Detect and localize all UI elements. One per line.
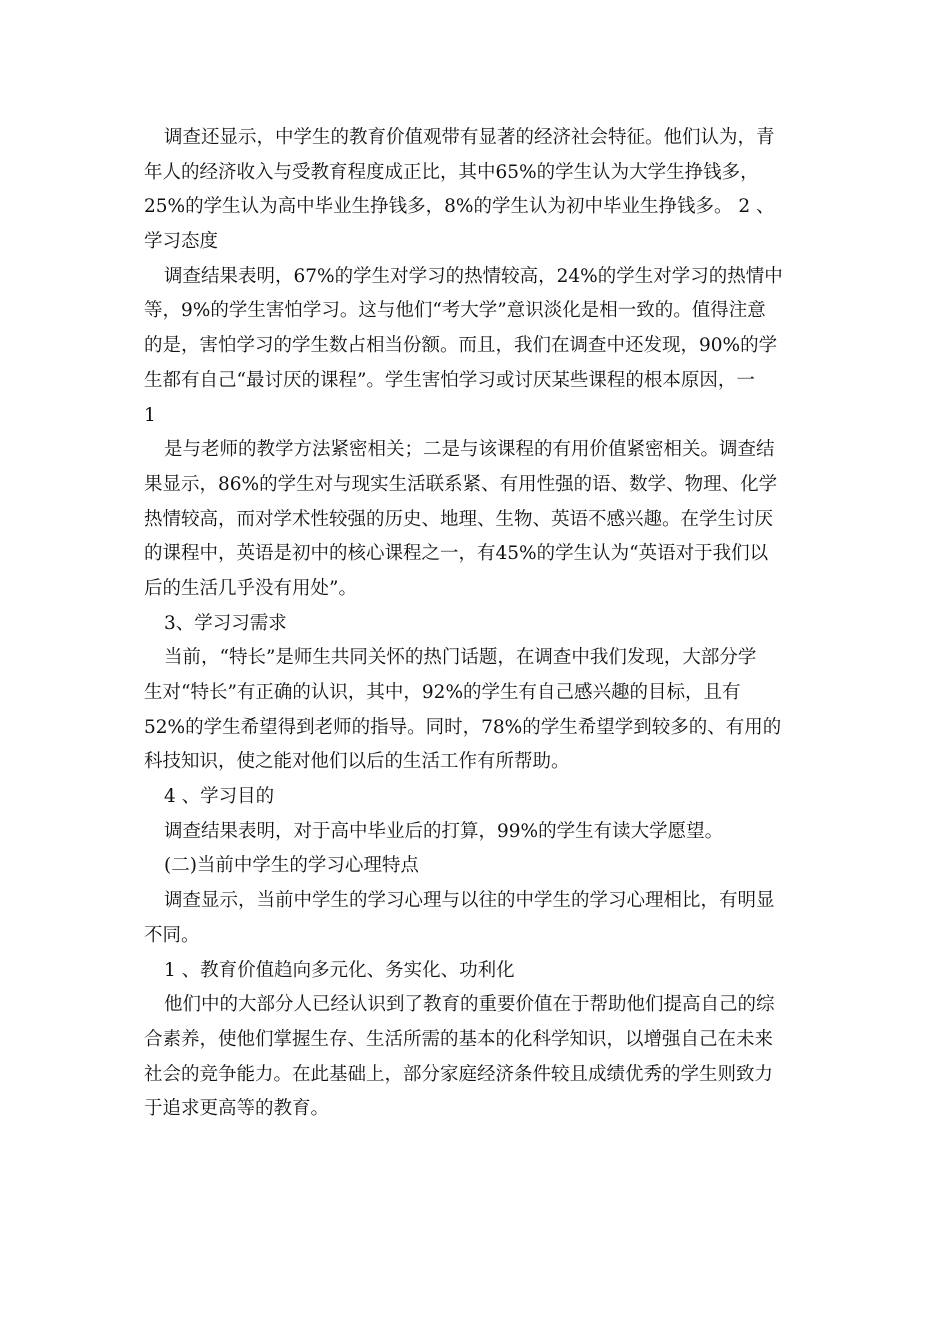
text-line: 等，9%的学生害怕学习。这与他们“考大学”意识淡化是相一致的。值得注意: [144, 300, 766, 322]
text-line: 调查显示，当前中学生的学习心理与以往的中学生的学习心理相比，有明显: [164, 890, 775, 912]
section-heading: 1 、教育价值趋向多元化、务实化、功利化: [164, 959, 515, 981]
text-line: 是与老师的教学方法紧密相关；二是与该课程的有用价值紧密相关。调查结: [164, 439, 775, 461]
text-line: 调查还显示，中学生的教育价值观带有显著的经济社会特征。他们认为，青: [164, 127, 775, 148]
text-line: 生对“特长”有正确的认识，其中，92%的学生有自己感兴趣的目标，且有: [144, 682, 741, 703]
text-line: 1: [144, 404, 156, 426]
text-line: 后的生活几乎没有用处”。: [144, 577, 357, 599]
text-line: 热情较高，而对学术性较强的历史、地理、生物、英语不感兴趣。在学生讨厌: [144, 508, 774, 530]
text-line: 他们中的大部分人已经认识到了教育的重要价值在于帮助他们提高自己的综: [164, 994, 775, 1016]
section-heading: (二)当前中学生的学习心理特点: [164, 855, 419, 877]
text-line: 52%的学生希望得到老师的指导。同时，78%的学生希望学到较多的、有用的: [144, 716, 782, 738]
text-line: 不同。: [144, 924, 200, 946]
text-line: 的课程中，英语是初中的核心课程之一，有45%的学生认为“英语对于我们以: [144, 543, 769, 565]
text-line: 学习态度: [144, 231, 219, 253]
section-heading: 4 、学习目的: [164, 786, 275, 808]
text-line: 调查结果表明，67%的学生对学习的热情较高，24%的学生对学习的热情中: [164, 265, 783, 287]
text-line: 25%的学生认为高中毕业生挣钱多，8%的学生认为初中毕业生挣钱多。 2 、: [144, 196, 775, 218]
text-line: 生都有自己“最讨厌的课程”。学生害怕学习或讨厌某些课程的根本原因，一: [144, 369, 755, 391]
text-line: 合素养，使他们掌握生存、生活所需的基本的化科学知识，以增强自己在未来: [144, 1028, 774, 1050]
text-line: 科技知识，使之能对他们以后的生活工作有所帮助。: [144, 751, 570, 773]
text-line: 的是，害怕学习的学生数占相当份额。而且，我们在调查中还发现，90%的学: [144, 335, 778, 357]
text-line: 当前，“特长”是师生共同关怀的热门话题，在调查中我们发现，大部分学: [164, 647, 757, 669]
section-heading: 3、学习习需求: [164, 612, 287, 634]
text-line: 年人的经济收入与受教育程度成正比，其中65%的学生认为大学生挣钱多，: [144, 161, 759, 183]
text-line: 调查结果表明，对于高中毕业后的打算，99%的学生有读大学愿望。: [164, 820, 724, 842]
text-line: 社会的竞争能力。在此基础上，部分家庭经济条件较且成绩优秀的学生则致力: [144, 1063, 774, 1085]
text-line: 于追求更高等的教育。: [144, 1098, 330, 1120]
text-line: 果显示，86%的学生对与现实生活联系紧、有用性强的语、数学、物理、化学: [144, 473, 778, 495]
document-body: [144, 121, 804, 1127]
